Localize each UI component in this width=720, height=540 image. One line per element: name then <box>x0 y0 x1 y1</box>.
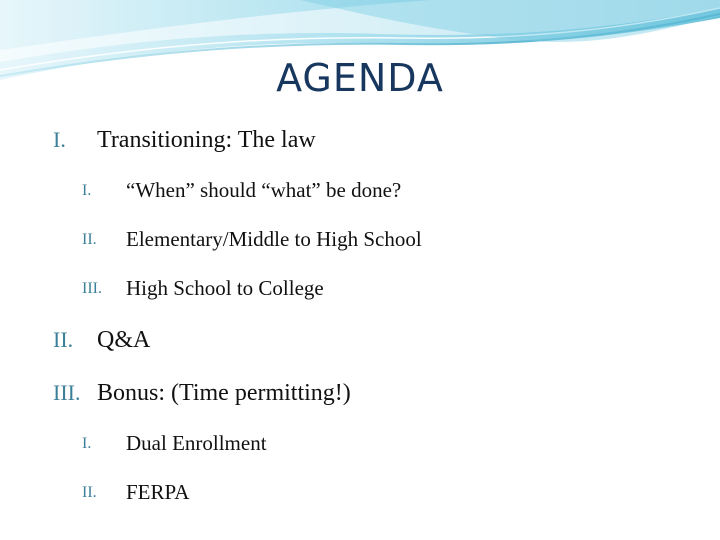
item-text: Bonus: (Time permitting!) <box>97 380 351 406</box>
item-number: I. <box>53 127 66 152</box>
agenda-item-transitioning <box>53 127 653 157</box>
subitem-dual-enrollment <box>82 431 682 459</box>
subitem-text: High School to College <box>126 276 324 300</box>
subitem-text: FERPA <box>126 480 190 504</box>
subitem-when-what <box>82 178 682 206</box>
subitem-number: II. <box>82 231 97 248</box>
subitem-elementary-middle-to-high <box>82 227 682 255</box>
item-number: III. <box>53 380 81 405</box>
item-text: Transitioning: The law <box>97 127 316 153</box>
subitem-ferpa <box>82 480 682 508</box>
subitem-text: “When” should “what” be done? <box>126 178 402 202</box>
subitem-number: III. <box>82 280 102 297</box>
agenda-item-bonus <box>53 380 653 410</box>
subitem-high-school-to-college <box>82 276 682 304</box>
subitem-text: Dual Enrollment <box>126 431 267 455</box>
subitem-number: II. <box>82 484 97 501</box>
subitem-number: I. <box>82 182 92 199</box>
slide-title: AGENDA <box>276 56 444 100</box>
item-number: II. <box>53 327 74 352</box>
subitem-number: I. <box>82 435 92 452</box>
agenda-item-qa <box>53 327 653 357</box>
item-text: Q&A <box>97 327 151 353</box>
subitem-text: Elementary/Middle to High School <box>126 227 422 251</box>
